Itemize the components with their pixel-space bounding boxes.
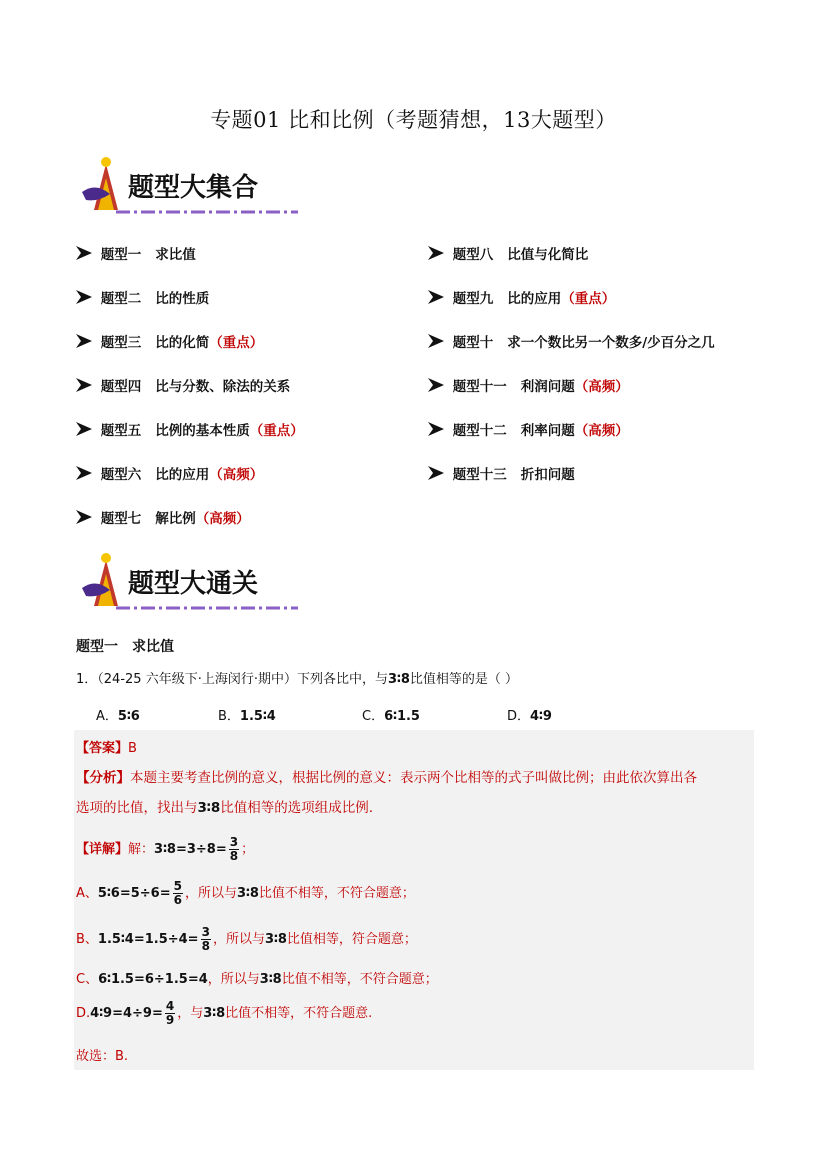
banner-collection-text: 题型大集合 [128,173,259,203]
arrow-bullet-icon [428,422,448,440]
detail-line: 【详解】解：3∶8=3÷8= $\frac{3}{8}$ ； [76,835,255,863]
fraction: $\frac{3}{8}$ [201,925,210,953]
arrow-bullet-icon [76,466,96,484]
arrow-bullet-icon [428,290,448,308]
detail-option-b: B、1.5∶4=1.5÷4= $\frac{3}{8}$ ，所以与3∶8比值相等，符合题意； [76,925,417,953]
option-b[interactable]: B．1.5∶4 [218,709,276,724]
toc-item-8[interactable]: 题型八 比值与化简比 [428,243,588,265]
toc-item-6[interactable]: 题型六 比的应用（高频） [76,463,263,485]
option-d[interactable]: D．4∶9 [507,709,552,724]
arrow-bullet-icon [76,290,96,308]
toc-item-9[interactable]: 题型九 比的应用（重点） [428,287,615,309]
toc-item-13[interactable]: 题型十三 折扣问题 [428,463,575,485]
section-banner-collection [76,152,302,222]
section-heading: 题型一 求比值 [76,639,174,655]
section-banner-pass [76,548,302,618]
arrow-bullet-icon [76,246,96,264]
option-a[interactable]: A．5∶6 [96,709,140,724]
detail-option-d: D.4∶9=4÷9= $\frac{4}{9}$ ，与3∶8比值不相等，不符合题意. [76,999,373,1027]
arrow-bullet-icon [428,378,448,396]
toc-item-1[interactable]: 题型一 求比值 [76,243,196,265]
arrow-bullet-icon [428,334,448,352]
toc-item-5[interactable]: 题型五 比例的基本性质（重点） [76,419,304,441]
toc-item-4[interactable]: 题型四 比与分数、除法的关系 [76,375,290,397]
toc-item-3[interactable]: 题型三 比的化简（重点） [76,331,263,353]
arrow-bullet-icon [76,334,96,352]
page-title: 专题01 比和比例（考题猜想，13大题型） [210,108,617,132]
wizard-banner-icon [76,548,302,618]
toc-item-11[interactable]: 题型十一 利润问题（高频） [428,375,629,397]
question-1: 1．（24-25 六年级下·上海闵行·期中）下列各比中，与3∶8比值相等的是（ ） [76,672,519,687]
detail-option-c: C、6∶1.5=6÷1.5=4，所以与3∶8比值不相等，不符合题意； [76,972,438,987]
arrow-bullet-icon [428,246,448,264]
toc-item-7[interactable]: 题型七 解比例（高频） [76,507,250,529]
fraction: $\frac{3}{8}$ [229,835,239,863]
arrow-bullet-icon [76,422,96,440]
conclusion: 故选：B. [76,1049,129,1064]
analysis-paragraph: 【分析】本题主要考查比例的意义，根据比例的意义：表示两个比相等的式子叫做比例；由此依次算出各 选项的比值，找出与3∶8比值相等的选项组成比例. [76,770,697,816]
fraction: $\frac{4}{9}$ [165,999,175,1027]
arrow-bullet-icon [76,510,96,528]
fraction: $\frac{5}{6}$ [173,879,182,907]
detail-option-a: A、5∶6=5÷6= $\frac{5}{6}$ ，所以与3∶8比值不相等，不符合题意； [76,879,415,907]
banner-pass-text: 题型大通关 [128,569,259,599]
arrow-bullet-icon [428,466,448,484]
wizard-banner-icon [76,152,302,222]
arrow-bullet-icon [76,378,96,396]
toc-item-10[interactable]: 题型十 求一个数比另一个数多/少百分之几 [428,331,715,353]
toc-item-2[interactable]: 题型二 比的性质 [76,287,209,309]
answer-line: 【答案】B [76,741,137,756]
option-c[interactable]: C．6∶1.5 [362,709,420,724]
toc-item-12[interactable]: 题型十二 利率问题（高频） [428,419,629,441]
